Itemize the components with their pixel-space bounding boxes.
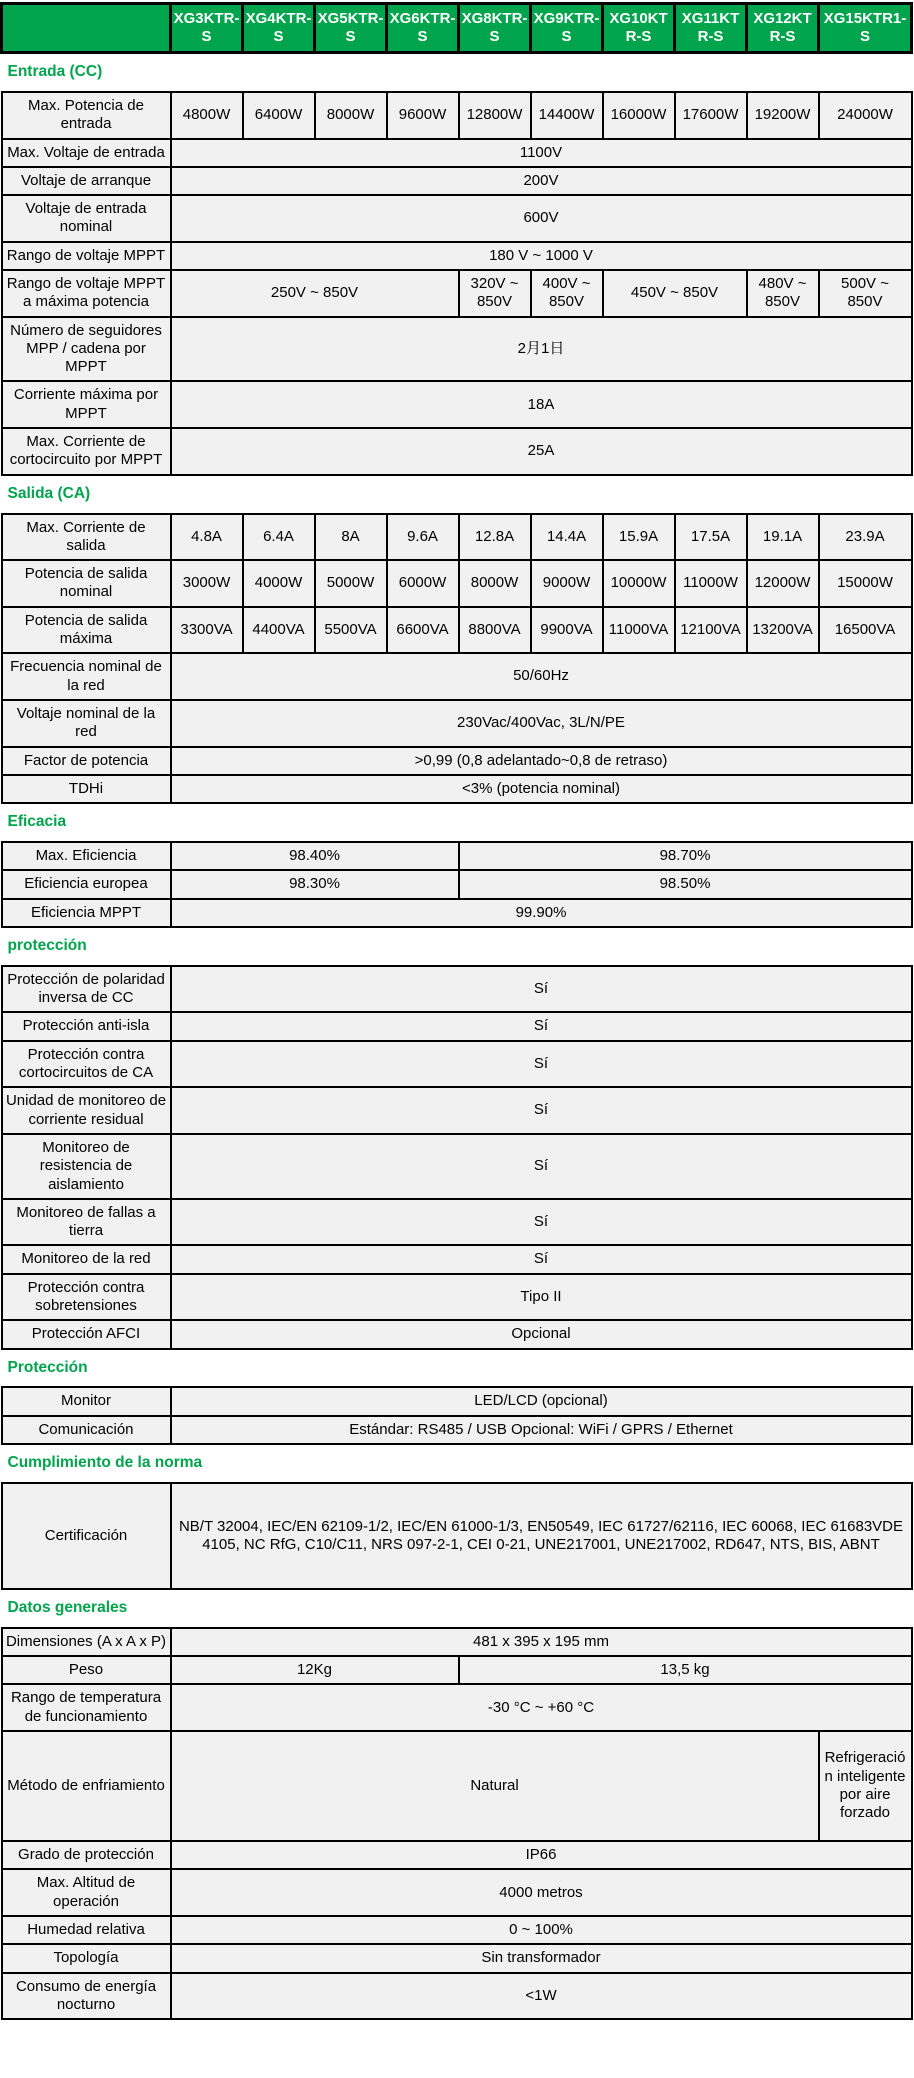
value-cell: Sí (171, 1245, 912, 1273)
value-cell: 400V ~ 850V (531, 270, 603, 317)
value-cell: 8A (315, 514, 387, 561)
value-cell: 481 x 395 x 195 mm (171, 1628, 912, 1656)
value-cell: Refrigeración inteligente por aire forzado (819, 1731, 912, 1841)
value-cell: 15.9A (603, 514, 675, 561)
spec-row (2, 1245, 912, 1273)
value-cell: Sí (171, 1087, 912, 1134)
spec-row (2, 139, 912, 167)
value-cell: 9600W (387, 92, 459, 139)
value-cell: 4000 metros (171, 1869, 912, 1916)
spec-row (2, 428, 912, 475)
row-label: Eficiencia europea (2, 870, 171, 898)
model-header-cell: XG12KTR-S (747, 4, 819, 53)
spec-row (2, 1387, 912, 1415)
spec-row (2, 1944, 912, 1972)
row-label: Voltaje de arranque (2, 167, 171, 195)
value-cell: 2月1日 (171, 317, 912, 382)
value-cell: Sí (171, 1041, 912, 1088)
row-label: Monitor (2, 1387, 171, 1415)
model-header-cell: XG4KTR-S (243, 4, 315, 53)
value-cell: 6000W (387, 560, 459, 607)
value-cell: 5000W (315, 560, 387, 607)
value-cell: 8800VA (459, 607, 531, 654)
row-label: Protección anti-isla (2, 1012, 171, 1040)
row-label: Voltaje nominal de la red (2, 700, 171, 747)
value-cell: 200V (171, 167, 912, 195)
row-label: Max. Altitud de operación (2, 1869, 171, 1916)
value-cell: Sí (171, 1199, 912, 1246)
value-cell: 16000W (603, 92, 675, 139)
value-cell: Sí (171, 1012, 912, 1040)
value-cell: 500V ~ 850V (819, 270, 912, 317)
row-label: Max. Potencia de entrada (2, 92, 171, 139)
section-title: Protección (2, 1349, 912, 1388)
value-cell: 0 ~ 100% (171, 1916, 912, 1944)
row-label: Voltaje de entrada nominal (2, 195, 171, 242)
spec-row (2, 195, 912, 242)
value-cell: 6600VA (387, 607, 459, 654)
spec-table-body (2, 4, 912, 2020)
row-label: Método de enfriamiento (2, 1731, 171, 1841)
row-label: Protección AFCI (2, 1320, 171, 1348)
model-header-cell: XG3KTR-S (171, 4, 243, 53)
value-cell: 5500VA (315, 607, 387, 654)
row-label: Factor de potencia (2, 747, 171, 775)
section-title: Salida (CA) (2, 475, 912, 514)
spec-row (2, 1684, 912, 1731)
value-cell: 6400W (243, 92, 315, 139)
section-row (2, 1444, 912, 1483)
row-label: Monitoreo de la red (2, 1245, 171, 1273)
value-cell: Sí (171, 966, 912, 1013)
value-cell: 12800W (459, 92, 531, 139)
value-cell: Opcional (171, 1320, 912, 1348)
value-cell: 50/60Hz (171, 653, 912, 700)
spec-row (2, 607, 912, 654)
value-cell: 12Kg (171, 1656, 459, 1684)
row-label: Rango de voltaje MPPT (2, 242, 171, 270)
row-label: Rango de temperatura de funcionamiento (2, 1684, 171, 1731)
section-title: Datos generales (2, 1589, 912, 1628)
model-header-cell: XG8KTR-S (459, 4, 531, 53)
row-label: Eficiencia MPPT (2, 899, 171, 927)
value-cell: 18A (171, 381, 912, 428)
value-cell: 14400W (531, 92, 603, 139)
row-label: Monitoreo de fallas a tierra (2, 1199, 171, 1246)
spec-row (2, 653, 912, 700)
row-label: Rango de voltaje MPPT a máxima potencia (2, 270, 171, 317)
row-label: Potencia de salida máxima (2, 607, 171, 654)
value-cell: 98.30% (171, 870, 459, 898)
spec-row (2, 1656, 912, 1684)
value-cell: <1W (171, 1973, 912, 2020)
header-corner-cell (2, 4, 171, 53)
row-label: Consumo de energía nocturno (2, 1973, 171, 2020)
row-label: Certificación (2, 1483, 171, 1589)
spec-row (2, 1973, 912, 2020)
row-label: Peso (2, 1656, 171, 1684)
value-cell: 12100VA (675, 607, 747, 654)
row-label: TDHi (2, 775, 171, 803)
value-cell: 230Vac/400Vac, 3L/N/PE (171, 700, 912, 747)
value-cell: 3300VA (171, 607, 243, 654)
value-cell: 25A (171, 428, 912, 475)
section-row (2, 475, 912, 514)
model-header-cell: XG15KTR1-S (819, 4, 912, 53)
row-label: Monitoreo de resistencia de aislamiento (2, 1134, 171, 1199)
spec-row (2, 1416, 912, 1444)
spec-row (2, 1012, 912, 1040)
spec-row (2, 842, 912, 870)
spec-row (2, 700, 912, 747)
section-row (2, 1589, 912, 1628)
value-cell: Tipo II (171, 1274, 912, 1321)
value-cell: 180 V ~ 1000 V (171, 242, 912, 270)
model-header-cell: XG6KTR-S (387, 4, 459, 53)
spec-row (2, 514, 912, 561)
value-cell: 6.4A (243, 514, 315, 561)
value-cell: 19200W (747, 92, 819, 139)
spec-row (2, 747, 912, 775)
spec-row (2, 1841, 912, 1869)
row-label: Max. Voltaje de entrada (2, 139, 171, 167)
row-label: Protección de polaridad inversa de CC (2, 966, 171, 1013)
value-cell: 4.8A (171, 514, 243, 561)
section-title: Cumplimiento de la norma (2, 1444, 912, 1483)
value-cell: 320V ~ 850V (459, 270, 531, 317)
spec-row (2, 1199, 912, 1246)
row-label: Topología (2, 1944, 171, 1972)
row-label: Protección contra cortocircuitos de CA (2, 1041, 171, 1088)
value-cell: 3000W (171, 560, 243, 607)
value-cell: 600V (171, 195, 912, 242)
value-cell: 13,5 kg (459, 1656, 912, 1684)
spec-row (2, 1274, 912, 1321)
spec-row (2, 966, 912, 1013)
value-cell: 15000W (819, 560, 912, 607)
value-cell: 19.1A (747, 514, 819, 561)
value-cell: 12.8A (459, 514, 531, 561)
row-label: Dimensiones (A x A x P) (2, 1628, 171, 1656)
value-cell: 450V ~ 850V (603, 270, 747, 317)
value-cell: 99.90% (171, 899, 912, 927)
value-cell: 98.70% (459, 842, 912, 870)
value-cell: 11000VA (603, 607, 675, 654)
value-cell: 8000W (315, 92, 387, 139)
spec-row (2, 1628, 912, 1656)
spec-row (2, 167, 912, 195)
value-cell: 9000W (531, 560, 603, 607)
value-cell: 17600W (675, 92, 747, 139)
spec-row (2, 1483, 912, 1589)
value-cell: 250V ~ 850V (171, 270, 459, 317)
value-cell: 4400VA (243, 607, 315, 654)
spec-row (2, 1041, 912, 1088)
spec-row (2, 381, 912, 428)
spec-row (2, 1731, 912, 1841)
value-cell: 10000W (603, 560, 675, 607)
model-header-cell: XG10KTR-S (603, 4, 675, 53)
row-label: Max. Corriente de salida (2, 514, 171, 561)
value-cell: 4000W (243, 560, 315, 607)
section-row (2, 927, 912, 966)
spec-row (2, 92, 912, 139)
row-label: Grado de protección (2, 1841, 171, 1869)
row-label: Frecuencia nominal de la red (2, 653, 171, 700)
row-label: Potencia de salida nominal (2, 560, 171, 607)
value-cell: 16500VA (819, 607, 912, 654)
section-row (2, 53, 912, 92)
value-cell: 98.50% (459, 870, 912, 898)
section-title: protección (2, 927, 912, 966)
value-cell: 4800W (171, 92, 243, 139)
row-label: Corriente máxima por MPPT (2, 381, 171, 428)
row-label: Protección contra sobretensiones (2, 1274, 171, 1321)
value-cell: 24000W (819, 92, 912, 139)
spec-row (2, 270, 912, 317)
section-title: Eficacia (2, 803, 912, 842)
value-cell: >0,99 (0,8 adelantado~0,8 de retraso) (171, 747, 912, 775)
spec-row (2, 560, 912, 607)
model-header-row (2, 4, 912, 53)
value-cell: Natural (171, 1731, 819, 1841)
value-cell: 23.9A (819, 514, 912, 561)
row-label: Max. Corriente de cortocircuito por MPPT (2, 428, 171, 475)
value-cell: 9900VA (531, 607, 603, 654)
value-cell: 9.6A (387, 514, 459, 561)
spec-row (2, 899, 912, 927)
row-label: Comunicación (2, 1416, 171, 1444)
row-label: Humedad relativa (2, 1916, 171, 1944)
row-label: Unidad de monitoreo de corriente residual (2, 1087, 171, 1134)
value-cell: Sí (171, 1134, 912, 1199)
section-title: Entrada (CC) (2, 53, 912, 92)
value-cell: 1100V (171, 139, 912, 167)
value-cell: LED/LCD (opcional) (171, 1387, 912, 1415)
value-cell: <3% (potencia nominal) (171, 775, 912, 803)
model-header-cell: XG9KTR-S (531, 4, 603, 53)
row-label: Max. Eficiencia (2, 842, 171, 870)
spec-row (2, 775, 912, 803)
inverter-spec-table (0, 2, 913, 2020)
value-cell: IP66 (171, 1841, 912, 1869)
value-cell: Estándar: RS485 / USB Opcional: WiFi / GPRS / Ethernet (171, 1416, 912, 1444)
value-cell: Sin transformador (171, 1944, 912, 1972)
spec-row (2, 1134, 912, 1199)
value-cell: 13200VA (747, 607, 819, 654)
value-cell: 8000W (459, 560, 531, 607)
value-cell: 12000W (747, 560, 819, 607)
spec-row (2, 1087, 912, 1134)
value-cell: 98.40% (171, 842, 459, 870)
spec-row (2, 1869, 912, 1916)
value-cell: -30 °C ~ +60 °C (171, 1684, 912, 1731)
value-cell: NB/T 32004, IEC/EN 62109-1/2, IEC/EN 61000-1/3, EN50549, IEC 61727/62116, IEC 60068, IEC 61683VDE 4105, NC RfG, C10/C11, NRS 097-2-1, CEI 0-21, UNE217001, UNE217002, RD647, NTS, BIS, ABNT (171, 1483, 912, 1589)
section-row (2, 803, 912, 842)
value-cell: 480V ~ 850V (747, 270, 819, 317)
section-row (2, 1349, 912, 1388)
spec-row (2, 317, 912, 382)
spec-row (2, 870, 912, 898)
spec-row (2, 1320, 912, 1348)
spec-row (2, 242, 912, 270)
value-cell: 17.5A (675, 514, 747, 561)
row-label: Número de seguidores MPP / cadena por MPPT (2, 317, 171, 382)
model-header-cell: XG5KTR-S (315, 4, 387, 53)
value-cell: 11000W (675, 560, 747, 607)
spec-row (2, 1916, 912, 1944)
model-header-cell: XG11KTR-S (675, 4, 747, 53)
value-cell: 14.4A (531, 514, 603, 561)
